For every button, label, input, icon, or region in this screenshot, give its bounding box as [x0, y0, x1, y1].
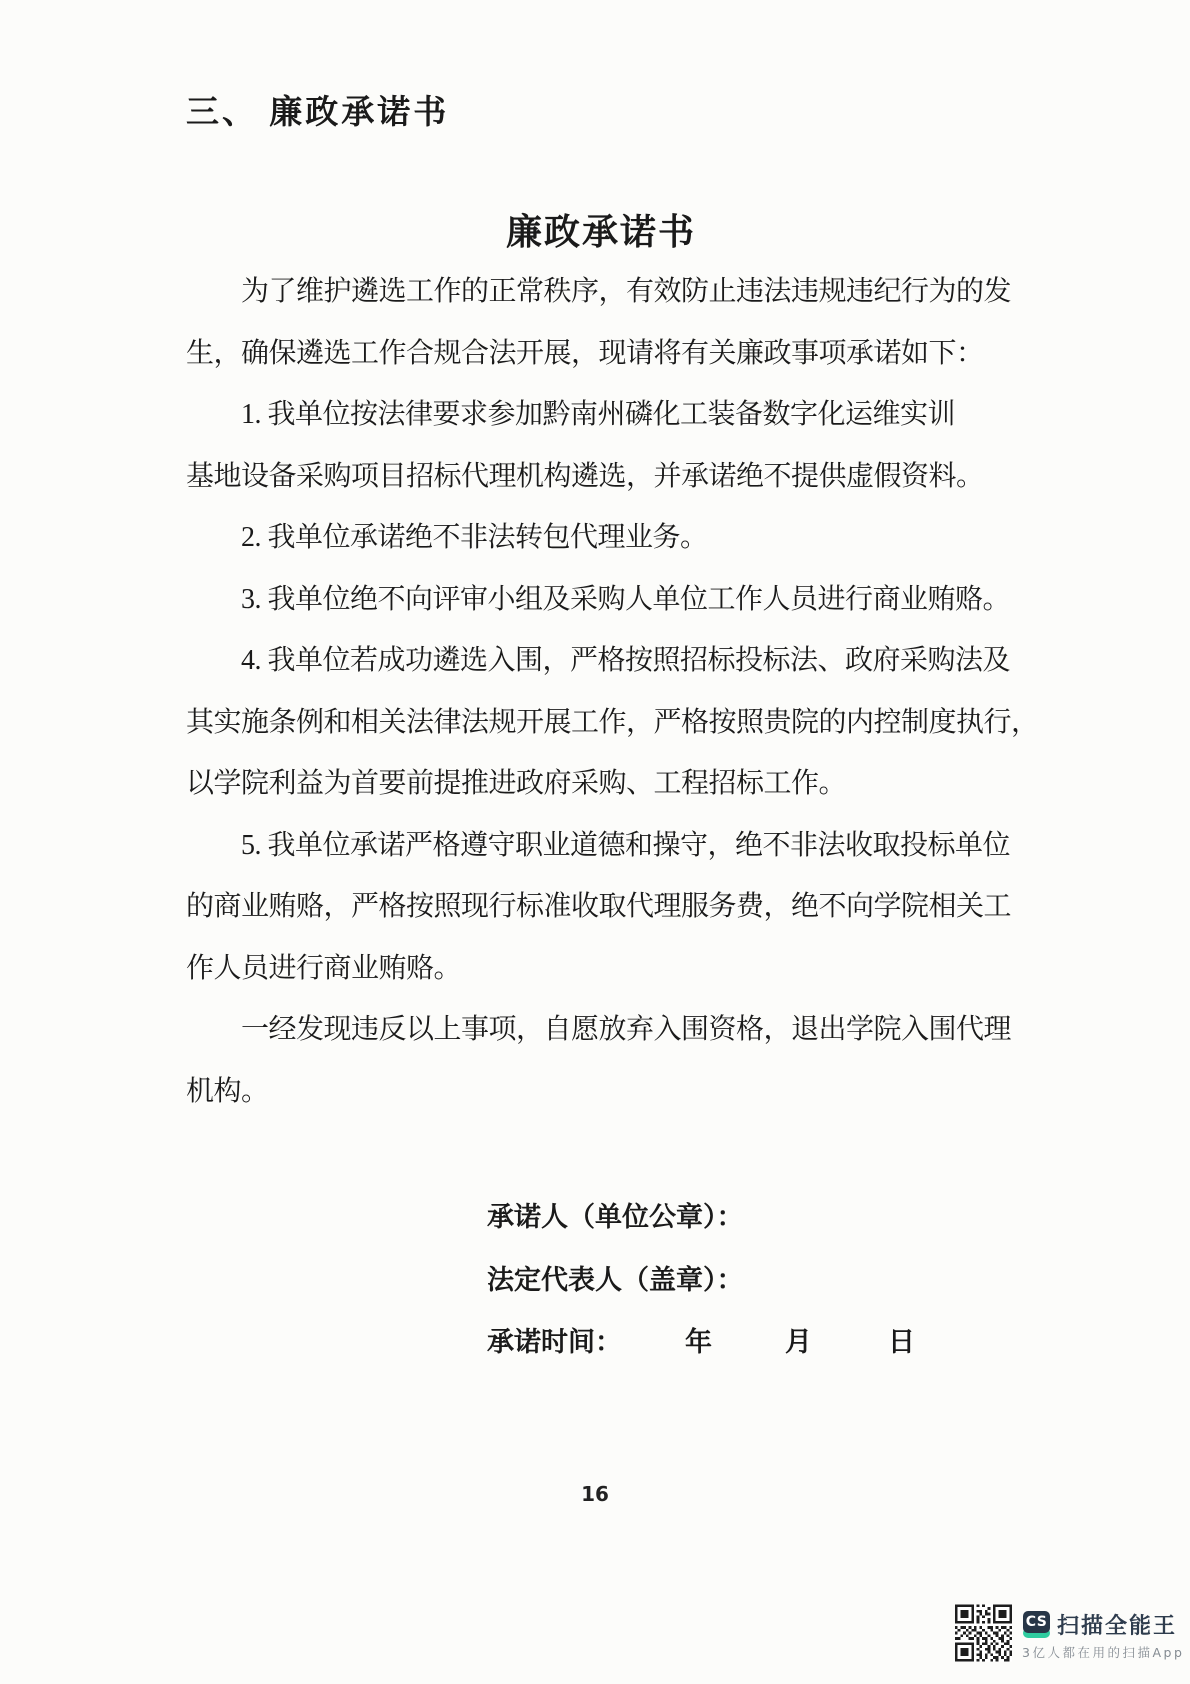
document-body: [186, 261, 1039, 1122]
signature-block: [487, 1186, 915, 1374]
date-label: 承诺时间：: [487, 1327, 622, 1357]
camscanner-logo-icon: [1023, 1611, 1050, 1638]
qr-code-icon: [955, 1603, 1012, 1663]
body-line: 4. 我单位若成功遴选入围，严格按照招标投标法、政府采购法及: [186, 645, 1011, 676]
body-line: 基地设备采购项目招标代理机构遴选，并承诺绝不提供虚假资料。: [186, 460, 984, 492]
body-line: 的商业贿赂，严格按照现行标准收取代理服务费，绝不向学院相关工: [186, 891, 1012, 922]
body-line: 其实施条例和相关法律法规开展工作，严格按照贵院的内控制度执行，: [186, 706, 1039, 738]
logo-navy-box: [1023, 1611, 1050, 1633]
year-label: 年: [685, 1327, 712, 1357]
app-tagline-text: 3亿人都在用的扫描App: [1022, 1645, 1185, 1660]
day-label: 日: [888, 1327, 915, 1357]
body-line: 3. 我单位绝不向评审小组及采购人单位工作人员进行商业贿赂。: [186, 583, 1011, 615]
document-title: 廉政承诺书: [505, 212, 696, 252]
body-line: 作人员进行商业贿赂。: [186, 952, 462, 984]
commitment-date-line: [487, 1311, 915, 1374]
body-line: 机构。: [186, 1075, 269, 1107]
body-line: 一经发现违反以上事项，自愿放弃入围资格，退出学院入围代理: [186, 1014, 1012, 1045]
month-label: 月: [785, 1327, 812, 1357]
camscanner-watermark: [955, 1603, 1185, 1665]
body-line: 5. 我单位承诺严格遵守职业道德和操守，绝不非法收取投标单位: [186, 829, 1011, 861]
promiser-seal-line: 承诺人（单位公章）：: [487, 1202, 744, 1232]
legal-representative-line: 法定代表人（盖章）：: [487, 1264, 744, 1295]
page-number: 16: [581, 1482, 609, 1506]
body-line: 1. 我单位按法律要求参加黔南州磷化工装备数字化运维实训: [186, 399, 956, 430]
section-heading: 三、 廉政承诺书: [186, 95, 450, 131]
body-line: 以学院利益为首要前提推进政府采购、工程招标工作。: [186, 768, 847, 799]
body-line: 生，确保遴选工作合规合法开展，现请将有关廉政事项承诺如下：: [186, 337, 984, 369]
logo-cs-text: CS: [1025, 1614, 1048, 1630]
body-line: 2. 我单位承诺绝不非法转包代理业务。: [186, 522, 708, 553]
body-line: 为了维护遴选工作的正常秩序，有效防止违法违规违纪行为的发: [186, 276, 1012, 307]
app-name-text: 扫描全能王: [1057, 1614, 1178, 1639]
